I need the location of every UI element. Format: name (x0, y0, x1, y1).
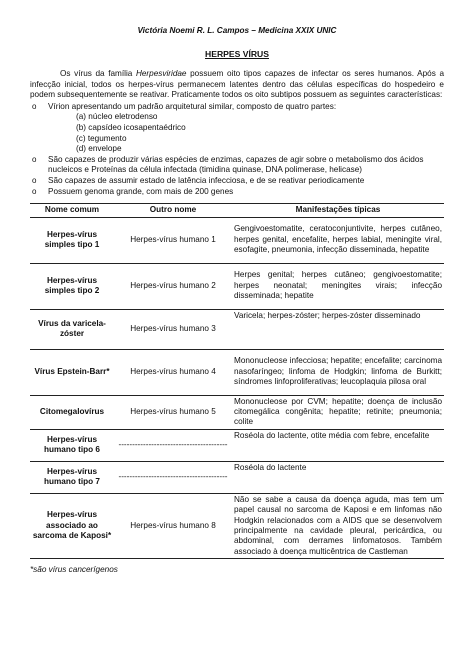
bullet-marker: o (32, 101, 37, 111)
sub-list-item: (a) núcleo eletrodenso (76, 112, 158, 122)
manifestations-cell: Roséola do lactente, otite média com febre, encefalite (232, 429, 444, 461)
manifestations-cell: Mononucleose por CVM; hepatite; doença de inclusão citomegálica congênita; hepatite; retinite; pneumonia; colite (232, 395, 444, 429)
other-name-cell: Herpes-vírus humano 1 (114, 217, 232, 263)
common-name-cell: Herpes-vírus humano tipo 7 (30, 461, 114, 493)
list-item (30, 176, 444, 187)
manifestations-cell: Roséola do lactente (232, 461, 444, 493)
herpes-virus-table (30, 203, 444, 559)
other-name-cell: ---------------------------------------- (114, 461, 232, 493)
page-header: Victória Noemi R. L. Campos – Medicina XXIX UNIC (137, 26, 337, 35)
common-name-cell: Citomegalovírus (30, 395, 114, 429)
other-name-cell: Herpes-vírus humano 3 (114, 309, 232, 349)
manifestations-cell: Mononucleose infecciosa; hepatite; encefalite; carcinoma nasofaríngeo; linfoma de Hodgkin; linfoma de Burkitt; síndromes linfoproliferativas; leucoplaquia pilosa oral (232, 349, 444, 395)
intro-family: Herpesviridae (135, 69, 187, 78)
list-item-text: São capazes de produzir várias espécies de enzimas, capazes de agir sobre o metabolismo dos ácidos nucleicos e Proteínas da célula infectada (timidina quinase, DNA polimerase, helicase) (48, 154, 424, 175)
column-header-manifestations: Manifestações típicas (232, 204, 444, 217)
table-row (30, 263, 444, 309)
document-title: HERPES VÍRUS (205, 49, 269, 59)
common-name-cell: Herpes-vírus simples tipo 1 (30, 217, 114, 263)
intro-paragraph (30, 69, 444, 101)
manifestations-cell: Não se sabe a causa da doença aguda, mas tem um papel causal no sarcoma de Kaposi e em linfomas não Hodgkin relacionados com a AIDS que se desenvolvem principalmente na cavidade pleural, pericárdica, ou abdominal, com derrames linfomatosos. Também associado à doença multicêntrica de Castleman (232, 493, 444, 558)
bullet-marker: o (32, 154, 37, 164)
list-item (30, 102, 444, 155)
bullet-marker: o (32, 175, 37, 185)
common-name-cell: Vírus Epstein-Barr* (30, 349, 114, 395)
table-row (30, 461, 444, 493)
bullet-marker: o (32, 186, 37, 196)
manifestations-cell: Gengivoestomatite, ceratoconjuntivite, herpes cutâneo, herpes genital, encefalite, herpes labial, meningite viral, esofagite, pneumonia, infecção disseminada, hepatite (232, 217, 444, 263)
table-header-row (30, 204, 444, 217)
other-name-cell: Herpes-vírus humano 2 (114, 263, 232, 309)
other-name-cell: Herpes-vírus humano 8 (114, 493, 232, 558)
table-row (30, 349, 444, 395)
common-name-cell: Herpes-vírus humano tipo 6 (30, 429, 114, 461)
list-item (30, 187, 444, 198)
common-name-cell: Vírus da varicela-zóster (30, 309, 114, 349)
list-item-text: São capazes de assumir estado de latência infecciosa, e de se reativar periodicamente (48, 175, 365, 185)
common-name-cell: Herpes-vírus simples tipo 2 (30, 263, 114, 309)
intro-before: Os vírus da família (60, 69, 136, 78)
common-name-cell: Herpes-vírus associado ao sarcoma de Kaposi* (30, 493, 114, 558)
list-item-text: Possuem genoma grande, com mais de 200 genes (48, 186, 234, 196)
sub-list (48, 112, 444, 154)
sub-list-item: (c) tegumento (76, 133, 127, 143)
table-row (30, 217, 444, 263)
sub-list-item: (b) capsídeo icosapentaédrico (76, 122, 186, 132)
table-row (30, 493, 444, 558)
manifestations-cell: Herpes genital; herpes cutâneo; gengivoestomatite; herpes neonatal; meningites virais; infecção disseminada; hepatite (232, 263, 444, 309)
other-name-cell: ---------------------------------------- (114, 429, 232, 461)
sub-list-item: (d) envelope (76, 144, 122, 154)
manifestations-cell: Varicela; herpes-zóster; herpes-zóster disseminado (232, 309, 444, 349)
list-item (30, 155, 444, 176)
other-name-cell: Herpes-vírus humano 4 (114, 349, 232, 395)
column-header-common-name: Nome comum (30, 204, 114, 217)
footnote: *são vírus cancerígenos (30, 565, 118, 575)
table-row (30, 309, 444, 349)
characteristics-list (30, 102, 444, 197)
other-name-cell: Herpes-vírus humano 5 (114, 395, 232, 429)
table-row (30, 429, 444, 461)
intro-after: possuem oito tipos capazes de infectar os seres humanos. Após a infecção inicial, todos os herpes-vírus permanecem latentes dentro das células específicas do hospedeiro e podem subsequentemente se reativar. Praticamente todos os oito subtipos possuem as seguintes características: (30, 69, 445, 100)
list-item-text: Vírion apresentando um padrão arquitetural similar, composto de quatro partes: (48, 101, 337, 111)
table-row (30, 395, 444, 429)
column-header-other-name: Outro nome (114, 204, 232, 217)
